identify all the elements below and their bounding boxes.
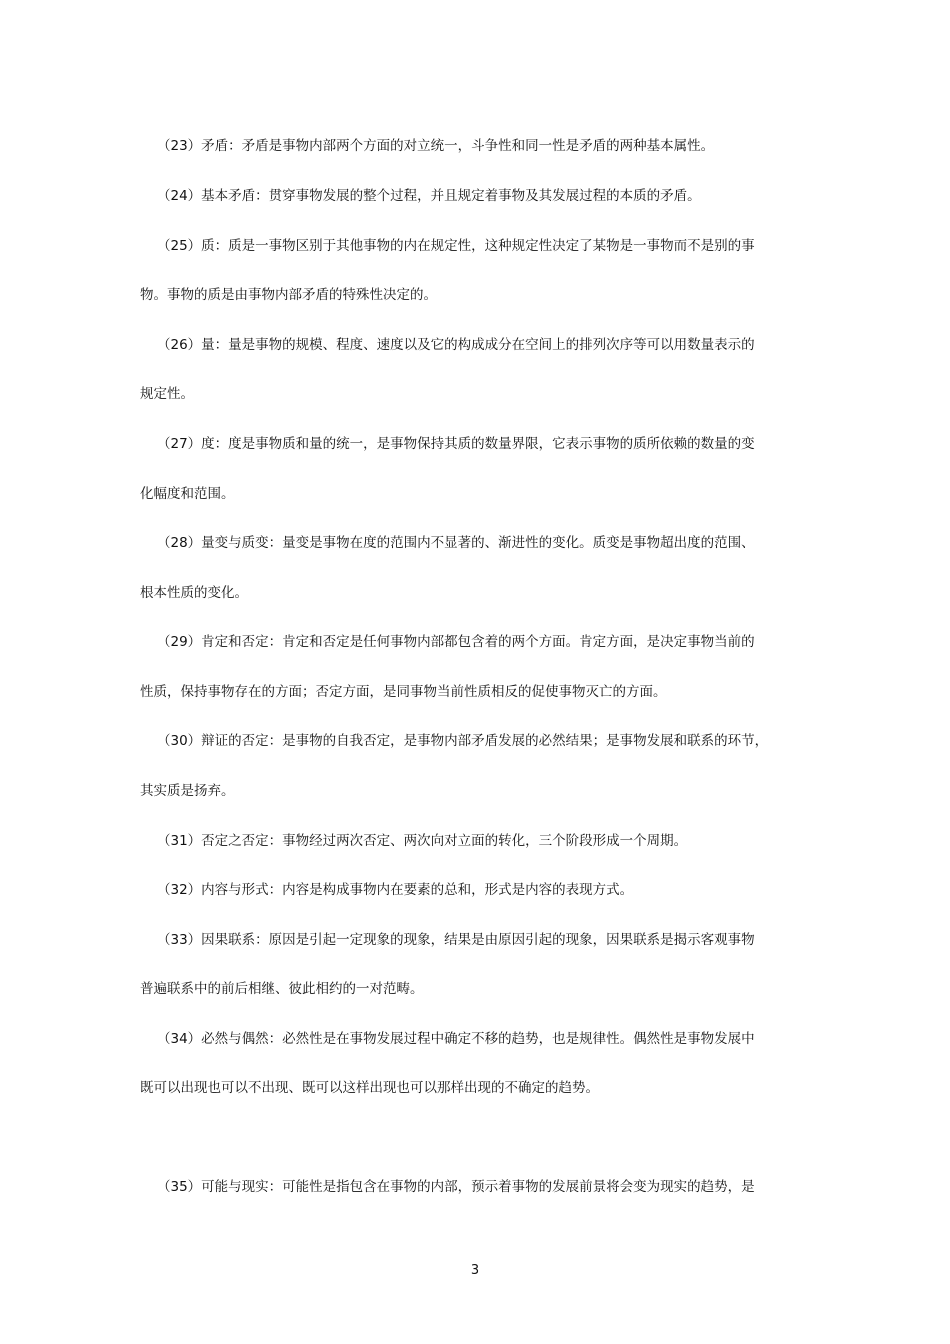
paragraph-30-line-1: （30）辩证的否定：是事物的自我否定，是事物内部矛盾发展的必然结果；是事物发展和联系的环节， bbox=[157, 733, 769, 749]
paragraph-25-line-2: 物。事物的质是由事物内部矛盾的特殊性决定的。 bbox=[140, 287, 437, 303]
paragraph-32-line-1: （32）内容与形式：内容是构成事物内在要素的总和，形式是内容的表现方式。 bbox=[157, 882, 634, 898]
paragraph-27-line-2: 化幅度和范围。 bbox=[140, 486, 235, 502]
paragraph-24-line-1: （24）基本矛盾：贯穿事物发展的整个过程，并且规定着事物及其发展过程的本质的矛盾。 bbox=[157, 188, 701, 204]
paragraph-28-line-1: （28）量变与质变：量变是事物在度的范围内不显著的、渐进性的变化。质变是事物超出度的范围、 bbox=[157, 535, 755, 551]
paragraph-33-line-1: （33）因果联系：原因是引起一定现象的现象，结果是由原因引起的现象，因果联系是揭示客观事物 bbox=[157, 932, 755, 948]
paragraph-35-line-1: （35）可能与现实：可能性是指包含在事物的内部，预示着事物的发展前景将会变为现实的趋势，是 bbox=[157, 1179, 755, 1195]
paragraph-29-line-2: 性质，保持事物存在的方面；否定方面，是同事物当前性质相反的促使事物灭亡的方面。 bbox=[140, 684, 667, 700]
paragraph-33-line-2: 普遍联系中的前后相继、彼此相约的一对范畴。 bbox=[140, 981, 424, 997]
paragraph-26-line-1: （26）量：量是事物的规模、程度、速度以及它的构成成分在空间上的排列次序等可以用数量表示的 bbox=[157, 337, 755, 353]
paragraph-34-line-1: （34）必然与偶然：必然性是在事物发展过程中确定不移的趋势，也是规律性。偶然性是事物发展中 bbox=[157, 1031, 755, 1047]
page-number: 3 bbox=[470, 1263, 480, 1278]
paragraph-23-line-1: （23）矛盾：矛盾是事物内部两个方面的对立统一，斗争性和同一性是矛盾的两种基本属性。 bbox=[157, 138, 715, 154]
paragraph-34-line-2: 既可以出现也可以不出现、既可以这样出现也可以那样出现的不确定的趋势。 bbox=[140, 1080, 599, 1096]
paragraph-29-line-1: （29）肯定和否定：肯定和否定是任何事物内部都包含着的两个方面。肯定方面，是决定事物当前的 bbox=[157, 634, 755, 650]
paragraph-25-line-1: （25）质：质是一事物区别于其他事物的内在规定性，这种规定性决定了某物是一事物而不是别的事 bbox=[157, 238, 755, 254]
paragraph-30-line-2: 其实质是扬弃。 bbox=[140, 783, 235, 799]
paragraph-27-line-1: （27）度：度是事物质和量的统一，是事物保持其质的数量界限，它表示事物的质所依赖的数量的变 bbox=[157, 436, 755, 452]
paragraph-28-line-2: 根本性质的变化。 bbox=[140, 585, 248, 601]
paragraph-26-line-2: 规定性。 bbox=[140, 386, 194, 402]
paragraph-31-line-1: （31）否定之否定：事物经过两次否定、两次向对立面的转化，三个阶段形成一个周期。 bbox=[157, 833, 688, 849]
